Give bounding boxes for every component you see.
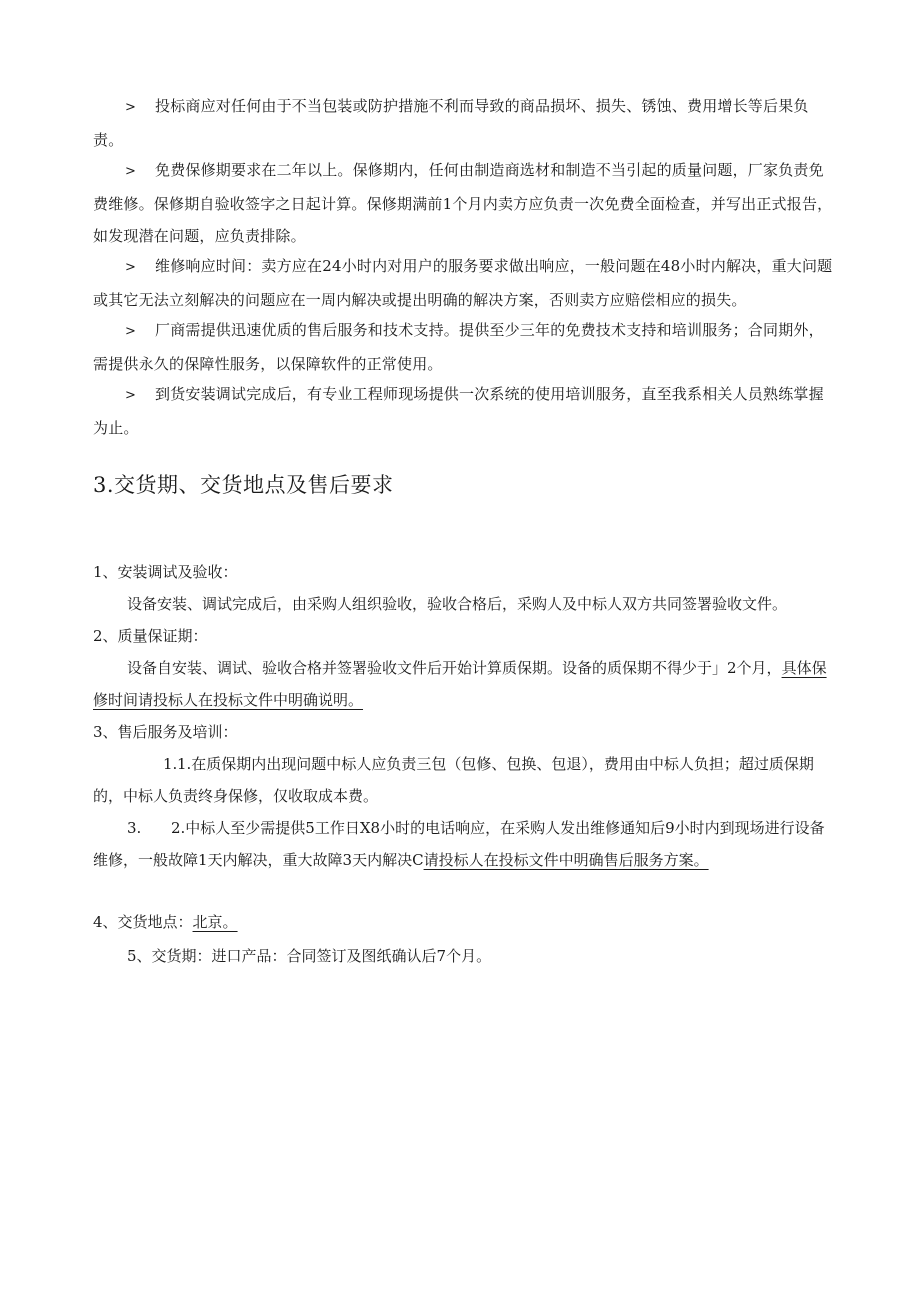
bullet-arrow-icon: > (125, 260, 137, 275)
service-item-2-text: 2.中标人至少需提供5工作日X8小时的电话响应，在采购人发出维修通知后9小时内到现场进行设备维修，一般故障1天内解决，重大故障3天内解决C (93, 819, 825, 869)
bullet-text: 到货安装调试完成后，有专业工程师现场提供一次系统的使用培训服务，直至我系相关人员熟练掌握为止。 (93, 385, 824, 437)
service-item-2 (93, 812, 833, 876)
delivery-period: 5、交货期：进口产品：合同签订及图纸确认后7个月。 (127, 947, 492, 965)
service-item-1-text: 1.在质保期内出现问题中标人应负责三包（包修、包换、包退），费用由中标人负担；超过质保期的，中标人负责终身保修，仅收取成本费。 (93, 755, 814, 805)
warranty-underlined-text: 具体保修时间请投标人在投标文件中明确说明。 (93, 659, 827, 709)
service-item-1 (93, 748, 833, 812)
delivery-place-label: 4、交货地点： (93, 913, 193, 931)
bullet-response-time (93, 250, 833, 316)
bullet-text: 厂商需提供迅速优质的售后服务和技术支持。提供至少三年的免费技术支持和培训服务；合同期外，需提供永久的保障性服务，以保障软件的正常使用。 (93, 321, 824, 373)
bullet-warranty-period (93, 154, 833, 252)
service-label: 3、售后服务及培训： (93, 723, 238, 741)
install-text: 设备安装、调试完成后，由采购人组织验收，验收合格后，采购人及中标人双方共同签署验收文件。 (127, 595, 788, 613)
bullet-arrow-icon: > (125, 100, 137, 115)
warranty-paragraph (93, 652, 833, 716)
delivery-place (93, 906, 833, 938)
bullet-packaging (93, 90, 833, 156)
warranty-label: 2、质量保证期： (93, 627, 208, 645)
bullet-training (93, 378, 833, 444)
bullet-text: 维修响应时间：卖方应在24小时内对用户的服务要求做出响应，一般问题在48小时内解决，重大问题或其它无法立刻解决的问题应在一周内解决或提出明确的解决方案，否则卖方应赔偿相应的损失。 (93, 257, 833, 309)
bullet-arrow-icon: > (125, 324, 137, 339)
bullet-text: 免费保修期要求在二年以上。保修期内，任何由制造商选材和制造不当引起的质量问题，厂家负责免费维修。保修期自验收签字之日起计算。保修期满前1个月内卖方应负责一次免费全面检查，并写出正式报告，如发现潜在问题，应负责排除。 (93, 161, 833, 245)
bullet-arrow-icon: > (125, 388, 137, 403)
service-item-1-number: 1. (163, 755, 178, 773)
bullet-support (93, 314, 833, 380)
install-label: 1、安装调试及验收： (93, 563, 238, 581)
service-item-2-number: 3. (127, 819, 142, 837)
service-item-2-underlined-text: 请投标人在投标文件中明确售后服务方案。 (423, 851, 709, 869)
section-heading: 3.交货期、交货地点及售后要求 (93, 473, 394, 497)
delivery-place-value: 北京。 (192, 913, 238, 931)
bullet-text: 投标商应对任何由于不当包装或防护措施不利而导致的商品损坏、损失、锈蚀、费用增长等后果负责。 (93, 97, 809, 149)
bullet-arrow-icon: > (125, 164, 137, 179)
warranty-text: 设备自安装、调试、验收合格并签署验收文件后开始计算质保期。设备的质保期不得少于」2个月， (127, 659, 782, 677)
